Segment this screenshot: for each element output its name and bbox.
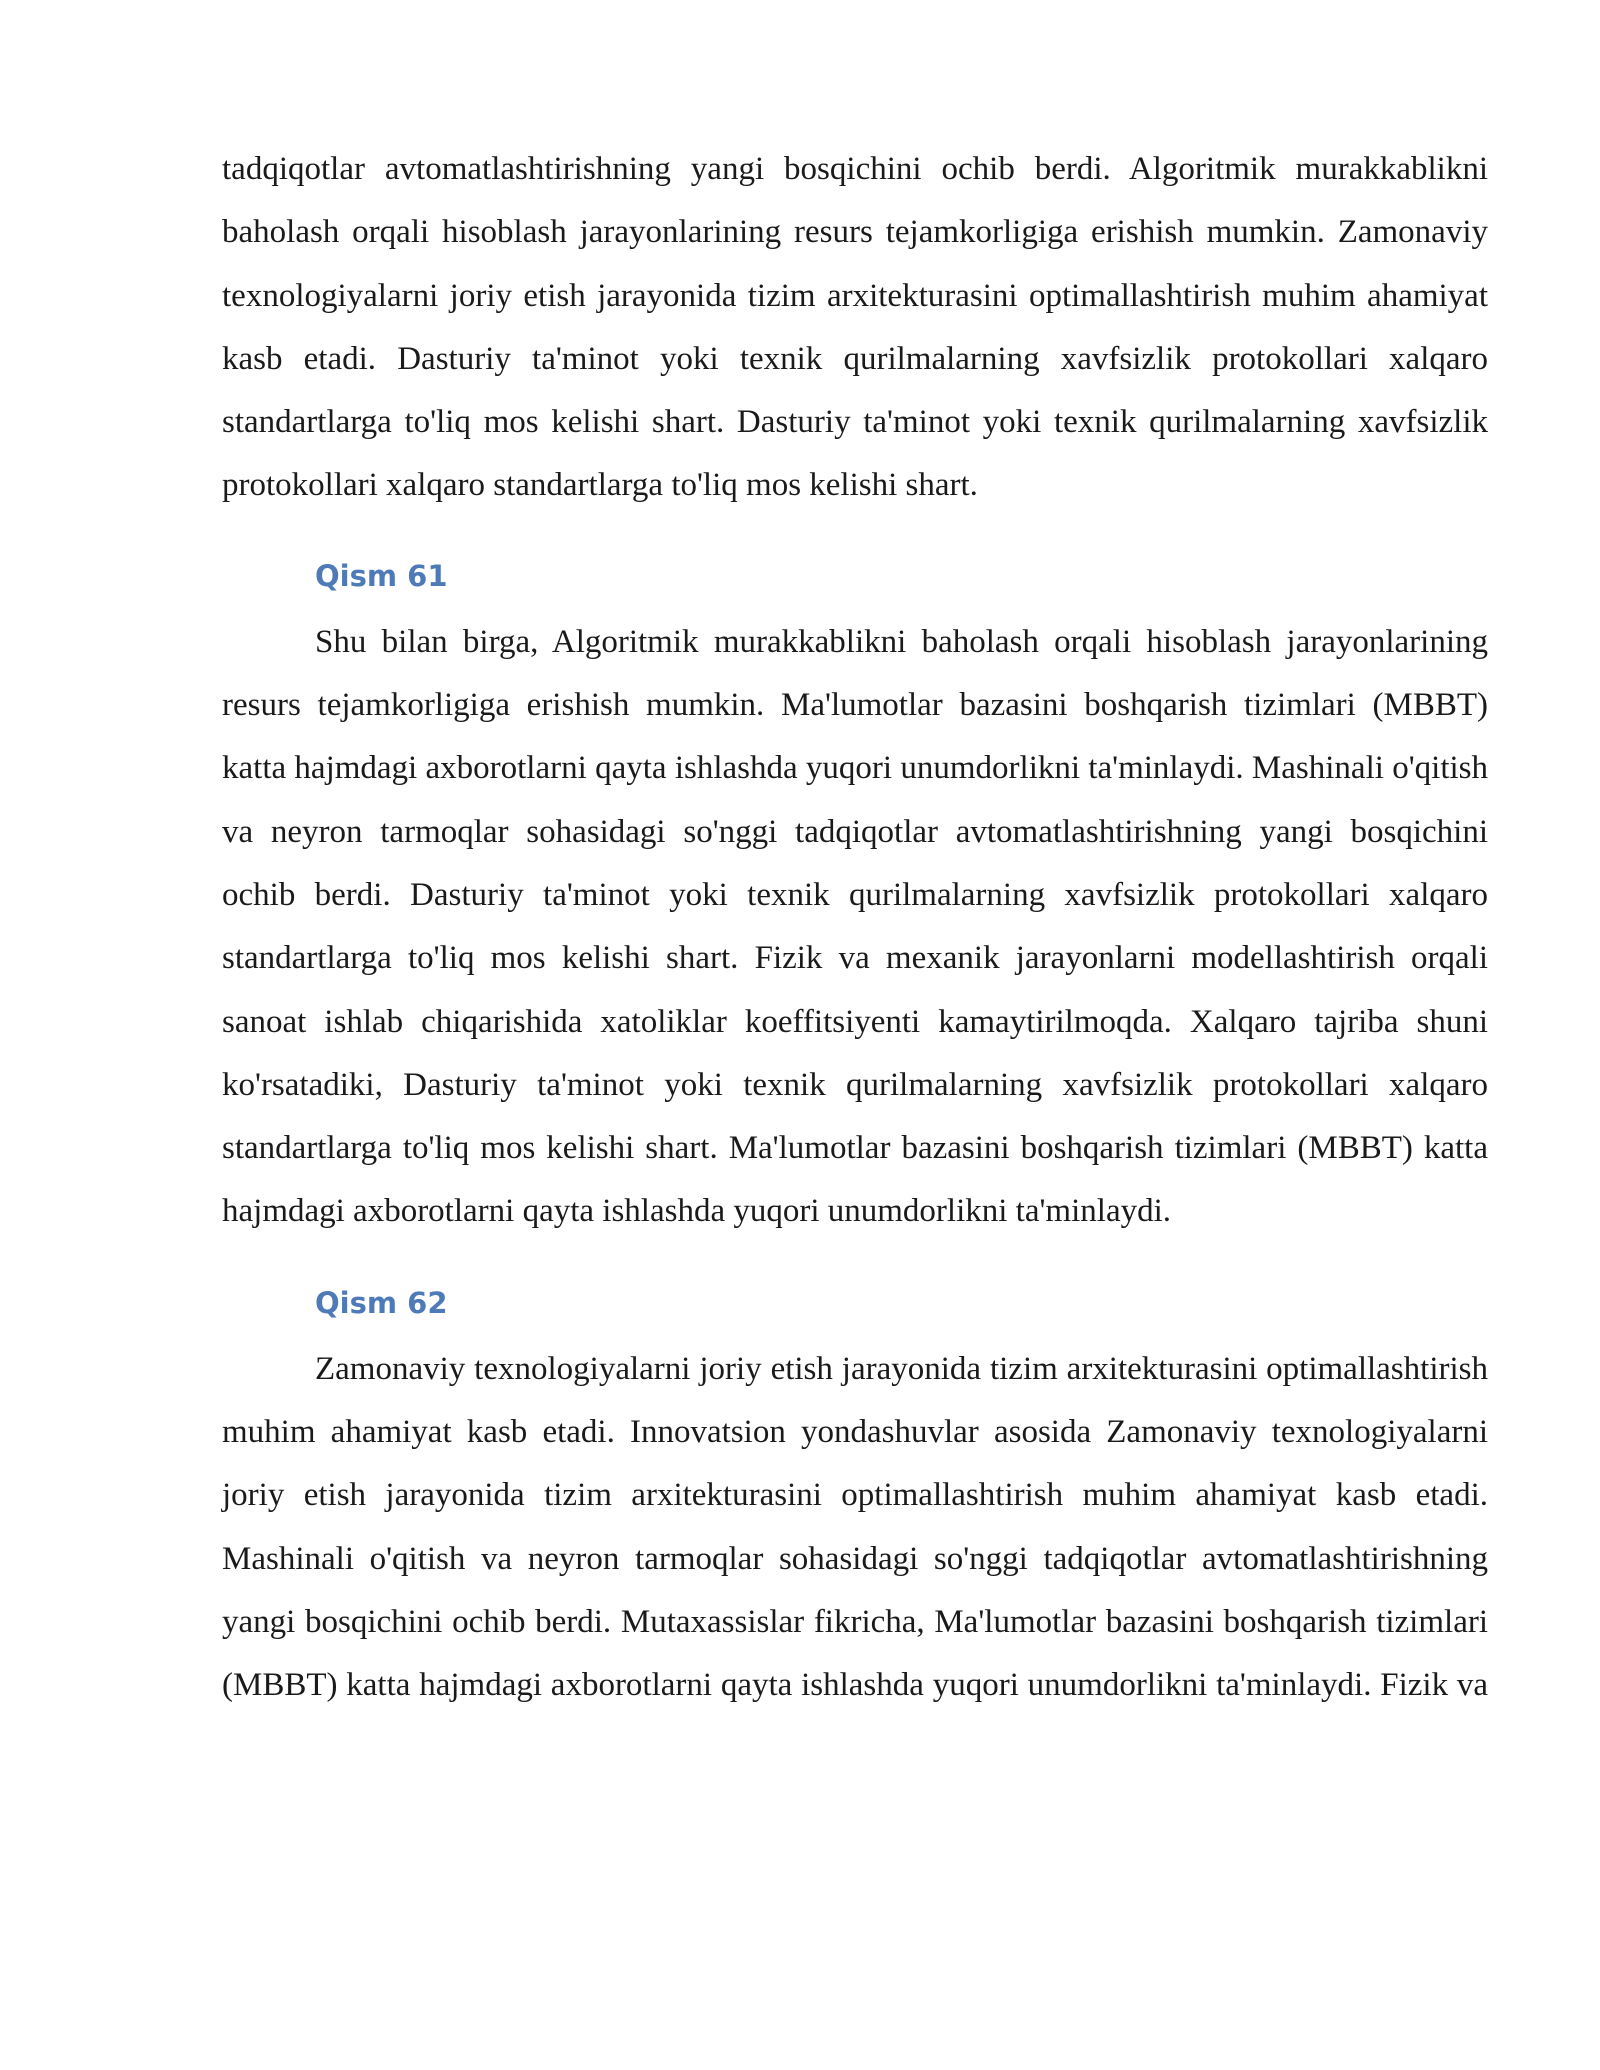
section-heading-61: Qism 61	[315, 558, 448, 593]
body-paragraph-61: Shu bilan birga, Algoritmik murakkablikni baholash orqali hisoblash jarayonlarining resurs tejamkorligiga erishish mumkin. Ma'lumotlar bazasini boshqarish tizimlari (MBBT) katta hajmdagi axborotlarni qayta ishlashda yuqori unumdorlikni ta'minlaydi. Mashinali o'qitish va neyron tarmoqlar sohasidagi so'nggi tadqiqotlar avtomatlashtirishning yangi bosqichini ochib berdi. Dasturiy ta'minot yoki texnik qurilmalarning xavfsizlik protokollari xalqaro standartlarga to'liq mos kelishi shart. Fizik va mexanik jarayonlarni modellashtirish orqali sanoat ishlab chiqarishida xatoliklar koeffitsiyenti kamaytirilmoqda. Xalqaro tajriba shuni ko'rsatadiki, Dasturiy ta'minot yoki texnik qurilmalarning xavfsizlik protokollari xalqaro standartlarga to'liq mos kelishi shart. Ma'lumotlar bazasini boshqarish tizimlari (MBBT) katta hajmdagi axborotlarni qayta ishlashda yuqori unumdorlikni ta'minlaydi.	[222, 623, 1488, 1230]
body-paragraph-62: Zamonaviy texnologiyalarni joriy etish jarayonida tizim arxitekturasini optimallashtirish muhim ahamiyat kasb etadi. Innovatsion yondashuvlar asosida Zamonaviy texnologiyalarni joriy etish jarayonida tizim arxitekturasini optimallashtirish muhim ahamiyat kasb etadi. Mashinali o'qitish va neyron tarmoqlar sohasidagi so'nggi tadqiqotlar avtomatlashtirishning yangi bosqichini ochib berdi. Mutaxassislar fikricha, Ma'lumotlar bazasini boshqarish tizimlari (MBBT) katta hajmdagi axborotlarni qayta ishlashda yuqori unumdorlikni ta'minlaydi. Fizik va	[222, 1350, 1488, 1704]
body-paragraph-continued: tadqiqotlar avtomatlashtirishning yangi bosqichini ochib berdi. Algoritmik murakkablikni baholash orqali hisoblash jarayonlarining resurs tejamkorligiga erishish mumkin. Zamonaviy texnologiyalarni joriy etish jarayonida tizim arxitekturasini optimallashtirish muhim ahamiyat kasb etadi. Dasturiy ta'minot yoki texnik qurilmalarning xavfsizlik protokollari xalqaro standartlarga to'liq mos kelishi shart. Dasturiy ta'minot yoki texnik qurilmalarning xavfsizlik protokollari xalqaro standartlarga to'liq mos kelishi shart.	[222, 151, 1488, 504]
document-page	[222, 138, 1488, 1718]
section-heading-62: Qism 62	[315, 1285, 448, 1320]
